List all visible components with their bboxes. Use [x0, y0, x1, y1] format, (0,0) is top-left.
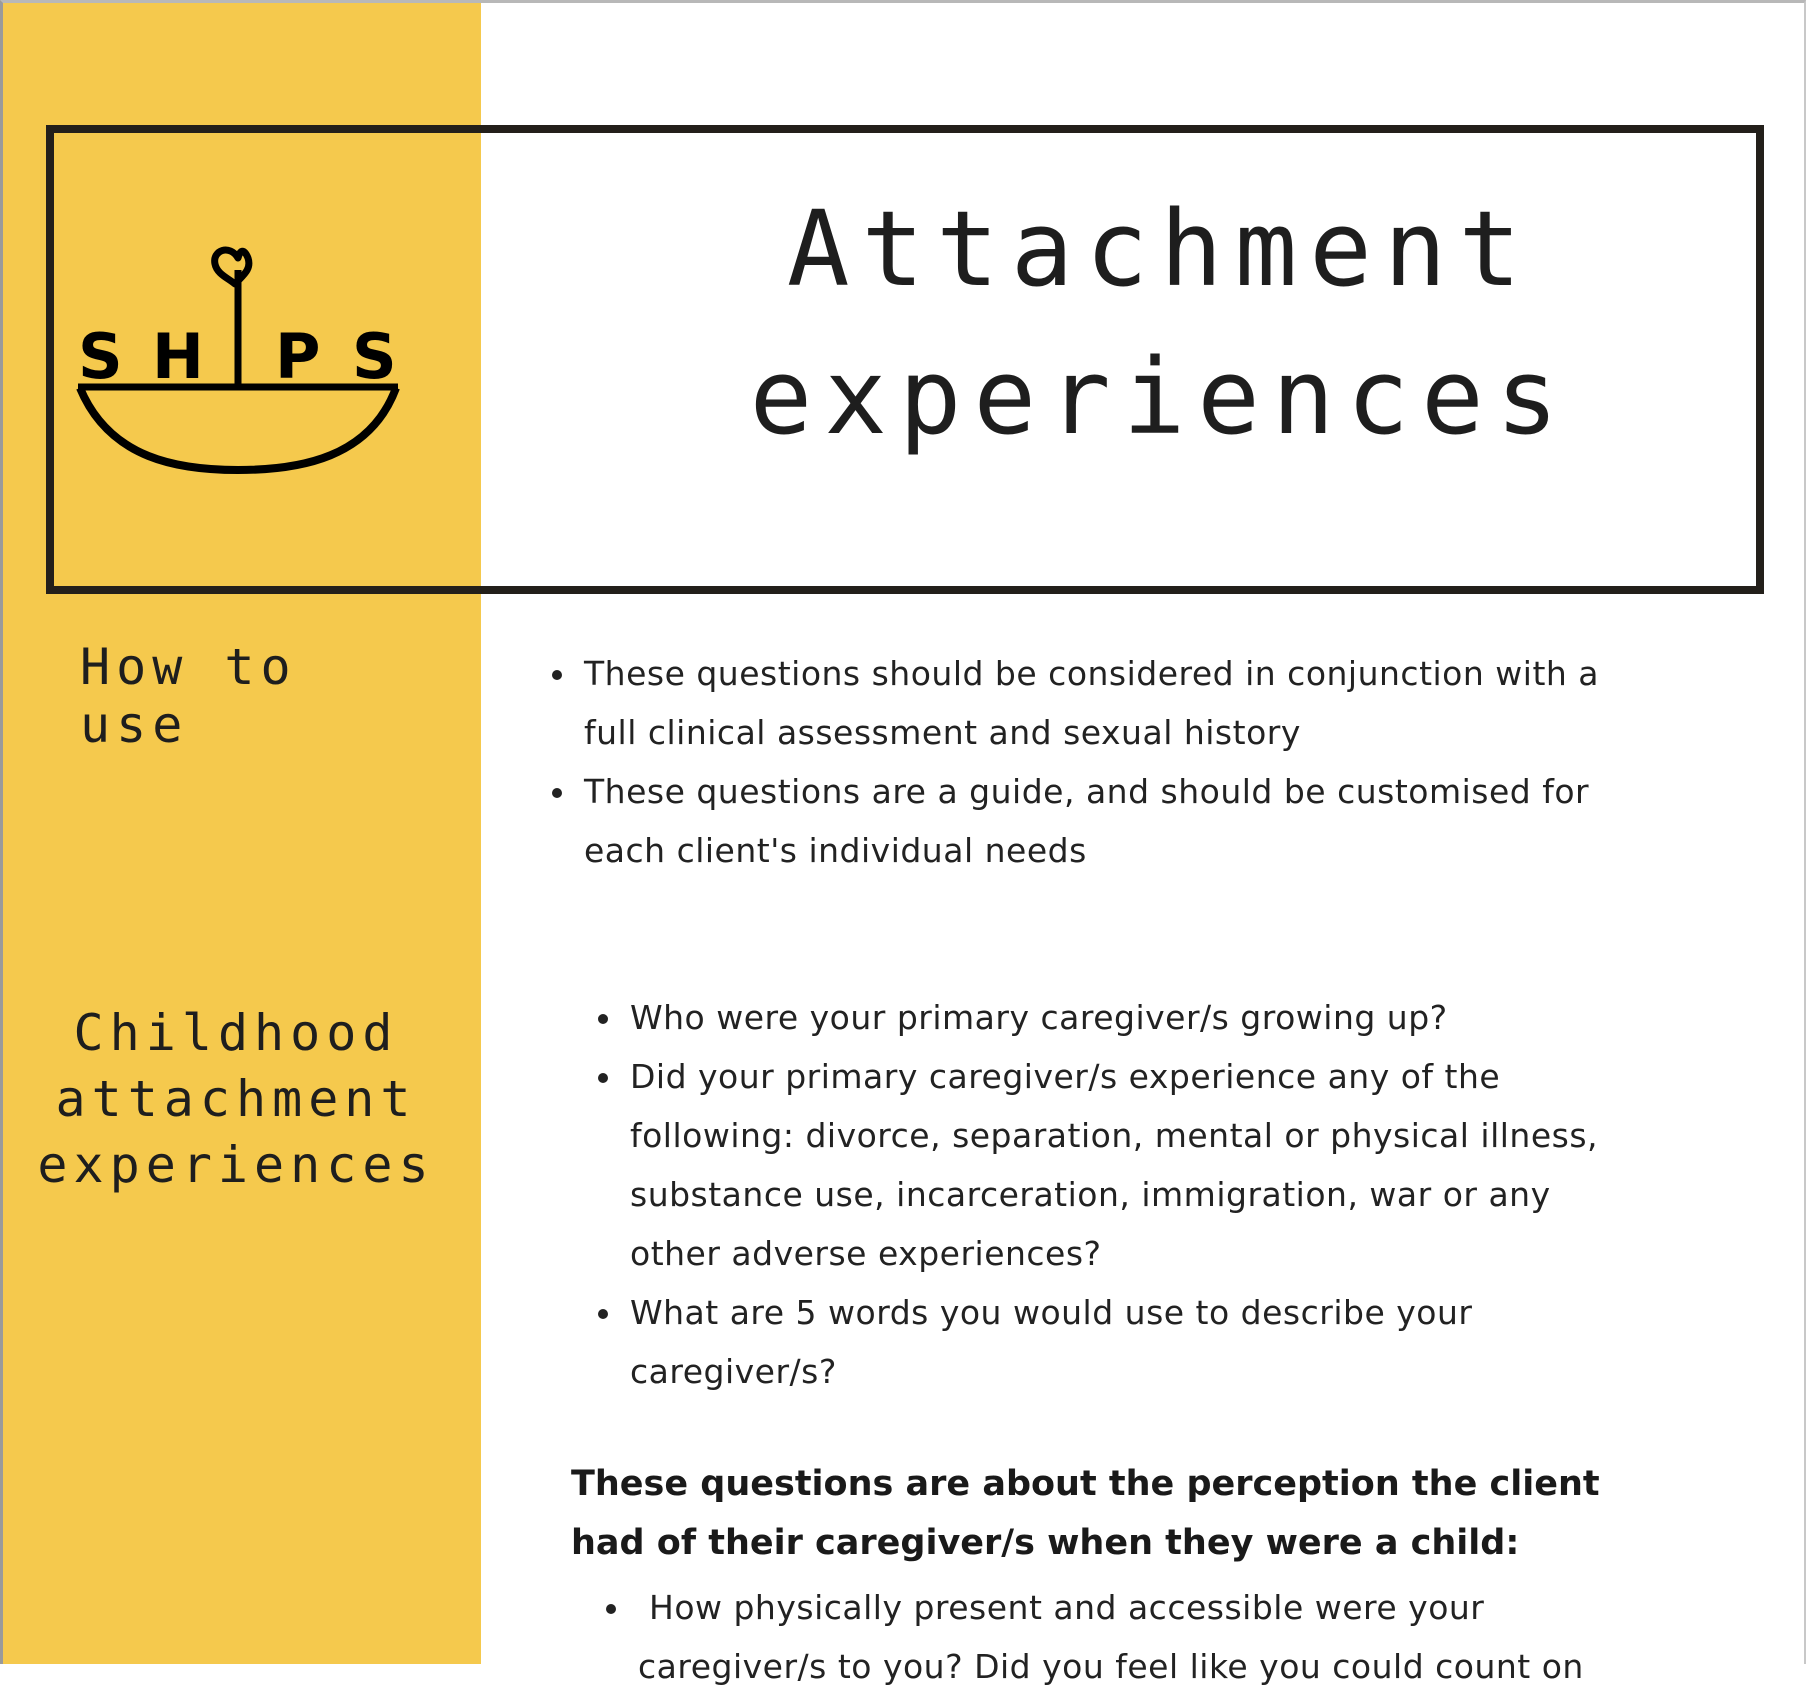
title-line-2: experiences	[749, 336, 1571, 458]
page-title	[640, 175, 1680, 471]
how-to-use-list	[584, 644, 1624, 880]
childhood-questions-list	[630, 988, 1640, 1401]
perception-questions-list	[638, 1578, 1638, 1696]
childhood-attachment-heading	[16, 1000, 456, 1198]
childhood-heading-line: experiences	[37, 1136, 435, 1194]
perception-note: These questions are about the perception the client had of their caregiver/s when they were a child:	[571, 1464, 1600, 1563]
ships-logo	[70, 230, 410, 480]
list-item: Who were your primary caregiver/s growing up?	[630, 988, 1640, 1047]
logo-letter-s2: S	[352, 320, 397, 393]
logo-letter-s1: S	[78, 320, 123, 393]
how-to-use-heading: How to use	[80, 638, 297, 754]
bowl-icon	[80, 388, 396, 470]
logo-letter-p: P	[275, 320, 321, 393]
heart-flag-icon	[215, 250, 249, 284]
list-item: Did your primary caregiver/s experience any of the following: divorce, separation, mental or physical illness, substance use, incarceration, immigration, war or any other adverse experiences?	[630, 1047, 1640, 1283]
list-item: These questions are a guide, and should be customised for each client's individual needs	[584, 762, 1624, 880]
logo-letter-h: H	[152, 320, 204, 393]
list-item: How physically present and accessible were your caregiver/s to you? Did you feel like you could count on	[638, 1578, 1638, 1696]
list-item: These questions should be considered in conjunction with a full clinical assessment and sexual history	[584, 644, 1624, 762]
childhood-heading-line: attachment	[55, 1070, 417, 1128]
title-line-1: Attachment	[786, 188, 1534, 310]
childhood-heading-line: Childhood	[73, 1004, 399, 1062]
list-item: What are 5 words you would use to describe your caregiver/s?	[630, 1283, 1640, 1401]
